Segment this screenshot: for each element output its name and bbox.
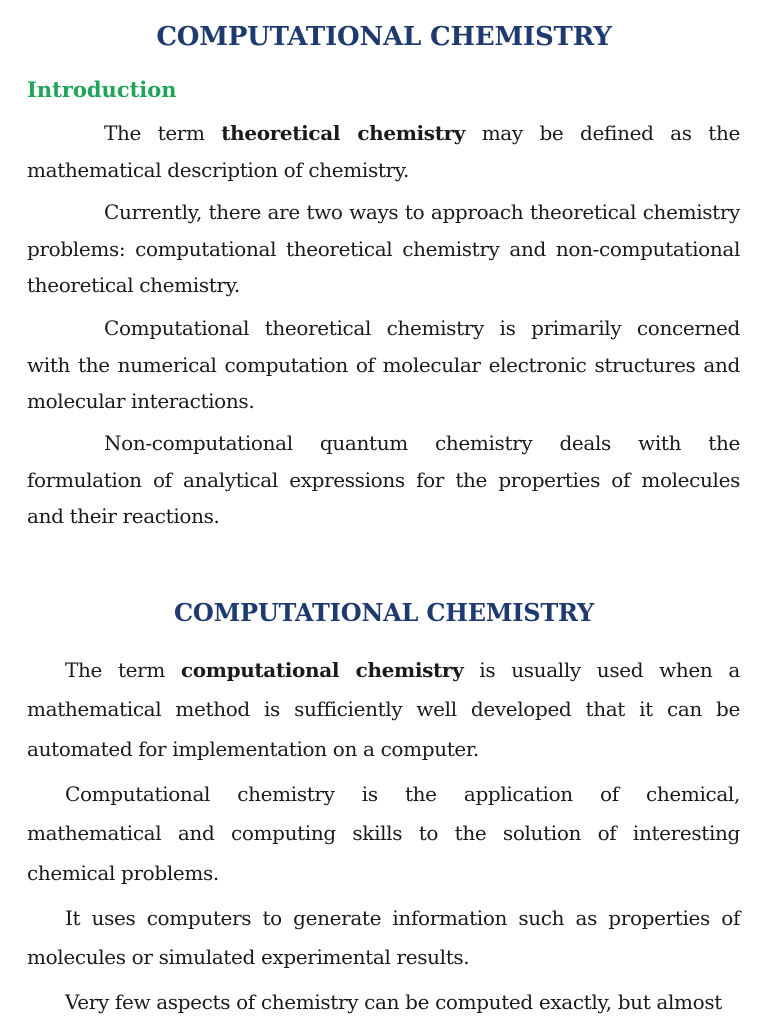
section-title: COMPUTATIONAL CHEMISTRY: [174, 598, 594, 627]
paragraph-computational-theoretical: Computational theoretical chemistry is primarily concerned with the numerical computation of molecular electronic structures and molecular interactions.: [27, 316, 740, 414]
paragraph-text: is usually used when a mathematical method is sufficiently well developed that it can be automated for implementation on a computer.: [27, 658, 740, 761]
introduction-heading: Introduction: [27, 77, 177, 102]
bold-term: theoretical chemistry: [221, 121, 466, 145]
paragraph-text: may be defined as the mathematical description of chemistry.: [27, 121, 740, 182]
paragraph-two-approaches: Currently, there are two ways to approach theoretical chemistry problems: computational theoretical chemistry and non-computational theoretical chemistry.: [27, 200, 740, 298]
paragraph-text: The term: [65, 658, 181, 682]
paragraph-uses-computers: It uses computers to generate information such as properties of molecules or simulated experimental results.: [27, 906, 740, 970]
page-title: COMPUTATIONAL CHEMISTRY: [156, 22, 612, 52]
paragraph-theoretical-chemistry-definition: [27, 115, 740, 188]
paragraph-computational-chemistry-term: [27, 651, 740, 769]
paragraph-non-computational: Non-computational quantum chemistry deals with the formulation of analytical expressions for the properties of molecules and their reactions.: [27, 431, 740, 529]
paragraph-application: Computational chemistry is the application of chemical, mathematical and computing skills to the solution of interesting chemical problems.: [27, 782, 740, 885]
paragraph-text: The term: [104, 121, 222, 145]
paragraph-very-few-aspects: Very few aspects of chemistry can be computed exactly, but almost: [65, 990, 722, 1014]
bold-term: computational chemistry: [180, 658, 464, 682]
